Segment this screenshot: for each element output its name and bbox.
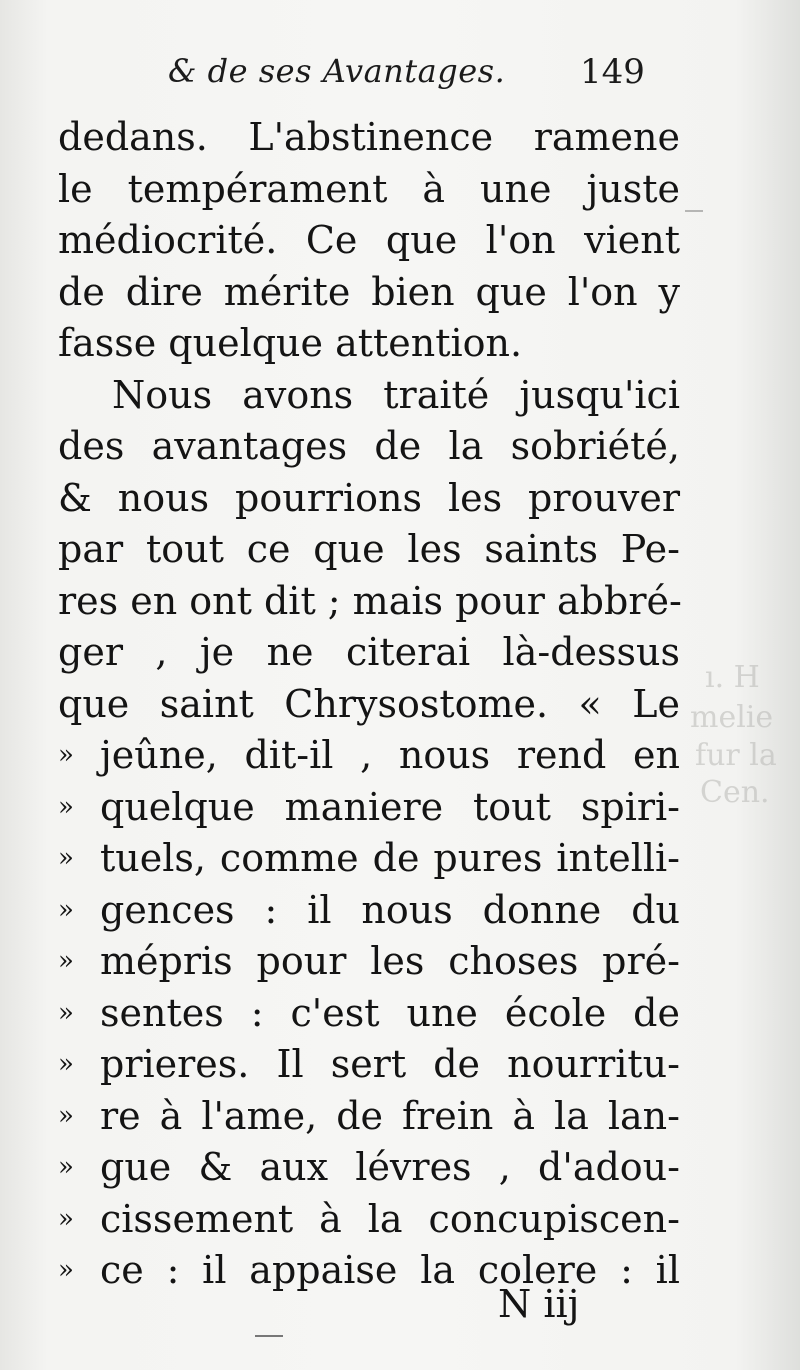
body-text xyxy=(58,112,680,1297)
quote-mark: » xyxy=(58,946,74,976)
quoted-line xyxy=(58,1142,680,1194)
quote-mark: » xyxy=(58,894,74,925)
quoted-line-text: jeûne, dit-il , nous rend en xyxy=(100,733,680,777)
quoted-line-text: sentes : c'est une école de xyxy=(100,990,680,1035)
quoted-line xyxy=(58,988,680,1040)
quote-mark: » xyxy=(58,1100,74,1131)
quoted-line xyxy=(58,782,680,834)
quoted-line-text: ce : il appaise la colere : il xyxy=(100,1248,680,1292)
text-line: que saint Chrysostome. « Le xyxy=(58,681,680,726)
quoted-line-text: re à l'ame, de frein à la lan- xyxy=(100,1093,680,1138)
bleed-through-mark: Cen. xyxy=(700,775,770,810)
margin-tick xyxy=(255,1335,283,1337)
quote-mark: » xyxy=(58,1049,74,1079)
quoted-line xyxy=(58,1194,680,1246)
quoted-line-text: tuels, comme de pures intelli- xyxy=(100,836,680,880)
running-title: & de ses Avantages. xyxy=(168,52,506,90)
quoted-line-text: prieres. Il sert de nourritu- xyxy=(100,1042,680,1086)
quoted-line xyxy=(58,885,680,937)
quoted-line xyxy=(58,1245,680,1297)
quoted-line xyxy=(58,936,680,988)
text-line: des avantages de la sobriété, xyxy=(58,424,680,468)
quoted-line-text: quelque maniere tout spiri- xyxy=(100,784,680,829)
bleed-through-mark: melie xyxy=(690,700,774,735)
quoted-line xyxy=(58,1039,680,1091)
quoted-line-text: mépris pour les choses pré- xyxy=(100,939,680,983)
quote-mark: » xyxy=(58,740,74,770)
signature-mark: N iij xyxy=(498,1282,580,1326)
quoted-line-text: gue & aux lévres , d'adou- xyxy=(100,1145,680,1189)
quoted-line-text: cissement à la concupiscen- xyxy=(100,1196,680,1241)
quote-mark: » xyxy=(58,791,74,822)
quote-mark: » xyxy=(58,1203,74,1234)
quoted-line xyxy=(58,833,680,885)
quoted-line-text: gences : il nous donne du xyxy=(100,887,680,932)
quote-mark: » xyxy=(58,1255,74,1285)
quoted-line xyxy=(58,730,680,782)
text-line: & nous pourrions les prouver xyxy=(58,475,680,520)
text-line: de dire mérite bien que l'on y xyxy=(58,269,680,314)
text-line: ger , je ne citerai là-dessus xyxy=(58,630,680,674)
quote-mark: » xyxy=(58,1152,74,1182)
bleed-through-mark: fur la xyxy=(695,738,777,773)
text-line: Nous avons traité jusqu'ici xyxy=(112,372,680,417)
text-line: res en ont dit ; mais pour abbré- xyxy=(58,578,682,623)
quote-mark: » xyxy=(58,843,74,873)
bleed-through-mark: ı. H xyxy=(705,660,760,695)
quote-mark: » xyxy=(58,997,74,1028)
margin-tick xyxy=(685,210,703,212)
page-header xyxy=(168,52,688,104)
text-line: par tout ce que les saints Pe- xyxy=(58,527,680,571)
page-number: 149 xyxy=(580,52,645,92)
text-line: fasse quelque attention. xyxy=(58,321,523,365)
text-line: médiocrité. Ce que l'on vient xyxy=(58,218,680,262)
quoted-passage xyxy=(58,730,680,1297)
quoted-line xyxy=(58,1091,680,1143)
text-line: le tempérament à une juste xyxy=(58,166,680,211)
text-line: dedans. L'abstinence ramene xyxy=(58,115,680,159)
